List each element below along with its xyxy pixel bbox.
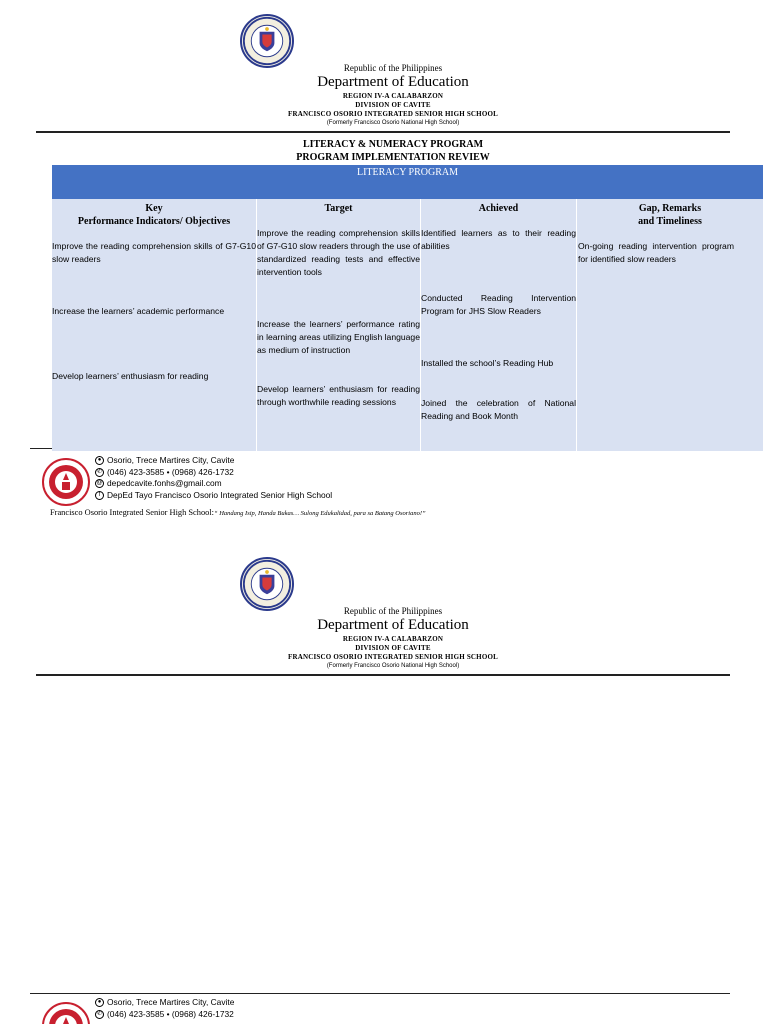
achieved-item: Conducted Reading Intervention Program for JHS Slow Readers [421,293,576,316]
address-text: Osorio, Trece Martires City, Cavite [107,997,235,1007]
achieved-column [421,199,576,451]
kpi-header [52,199,256,228]
deped-seal-logo [240,14,294,68]
phone-icon: ✆ [96,468,103,475]
phone-icon: ✆ [96,1010,103,1017]
contact-block [95,455,332,501]
table-banner: LITERACY PROGRAM [52,165,763,199]
region-text: REGION IV-A CALABARZON [342,635,444,643]
facebook-text: DepEd Tayo Francisco Osorio Integrated Senior High School [107,489,333,500]
contact-block [95,997,234,1020]
school-name-text: FRANCISCO OSORIO INTEGRATED SENIOR HIGH SCHOOL [288,110,498,118]
kpi-item: Increase the learners’ academic performance [52,306,225,316]
target-item: Develop learners’ enthusiasm for reading through worthwhile reading sessions [257,384,420,407]
target-column [257,199,420,451]
republic-text: Republic of the Philippines [343,606,443,616]
division-text: DIVISION OF CAVITE [355,644,431,652]
kpi-header-line1: Key [145,203,163,214]
school-motto [50,508,426,517]
achieved-item: Joined the celebration of National Reading and Book Month [421,398,576,421]
target-item: Improve the reading comprehension skills of G7-G10 slow readers through the use of standardized reading tests and effective intervention tools [257,228,420,277]
address-row [95,455,332,467]
gap-header [577,199,763,228]
republic-text: Republic of the Philippines [343,63,443,73]
gap-header-line2: and Timeliness [638,216,702,227]
email-icon: @ [96,480,103,487]
program-title-line1: LITERACY & NUMERACY PROGRAM [302,139,484,150]
table-body [52,199,763,451]
phone-text: (046) 423-3585 • (0968) 426-1732 [107,466,234,477]
footer-rule [30,448,52,449]
header-rule [36,131,730,133]
target-header: Target [324,203,353,214]
kpi-item: Develop learners’ enthusiasm for reading [52,371,209,381]
achieved-header: Achieved [478,203,519,214]
location-pin-icon: ● [95,456,104,465]
address-row [95,997,234,1009]
phone-row [95,467,332,479]
deped-seal-logo [240,557,294,611]
motto-tagline: “ Handang Isip, Handa Bukas… Sulong Edukalidad, para sa Batang Osoriano!” [213,510,426,517]
target-item: Increase the learners’ performance rating in learning areas utilizing English language as medium of instruction [257,319,420,355]
region-text: REGION IV-A CALABARZON [342,92,444,100]
school-logo [42,1002,90,1024]
location-pin-icon: ● [95,998,104,1007]
school-name-text: FRANCISCO OSORIO INTEGRATED SENIOR HIGH SCHOOL [288,653,498,661]
achieved-item: Installed the school’s Reading Hub [421,358,554,368]
phone-text: (046) 423-3585 • (0968) 426-1732 [107,1008,234,1019]
gap-column [577,199,763,451]
motto-school-name: Francisco Osorio Integrated Senior High School: [50,508,214,517]
email-row [95,478,332,490]
department-title: Department of Education [317,74,469,90]
division-text: DIVISION OF CAVITE [355,101,431,109]
department-title: Department of Education [317,617,469,633]
school-logo [42,458,90,506]
address-text: Osorio, Trece Martires City, Cavite [107,455,235,465]
formerly-text: (Formerly Francisco Osorio National High School) [326,663,460,669]
facebook-row [95,490,332,502]
footer-rule [30,993,730,994]
literacy-program-table [52,165,763,451]
formerly-text: (Formerly Francisco Osorio National High School) [326,120,460,126]
header-rule [36,674,730,676]
kpi-column [52,199,256,451]
email-text: depedcavite.fonhs@gmail.com [107,478,222,488]
program-title-line2: PROGRAM IMPLEMENTATION REVIEW [296,152,490,163]
phone-row [95,1009,234,1021]
gap-remarks: On-going reading intervention program for identified slow readers [578,241,734,264]
achieved-item: Identified learners as to their reading abilities [421,228,576,251]
kpi-header-line2: Performance Indicators/ Objectives [77,216,231,227]
facebook-icon: f [95,491,104,500]
gap-header-line1: Gap, Remarks [638,203,702,214]
kpi-item: Improve the reading comprehension skills of G7-G10 slow readers [52,241,256,264]
